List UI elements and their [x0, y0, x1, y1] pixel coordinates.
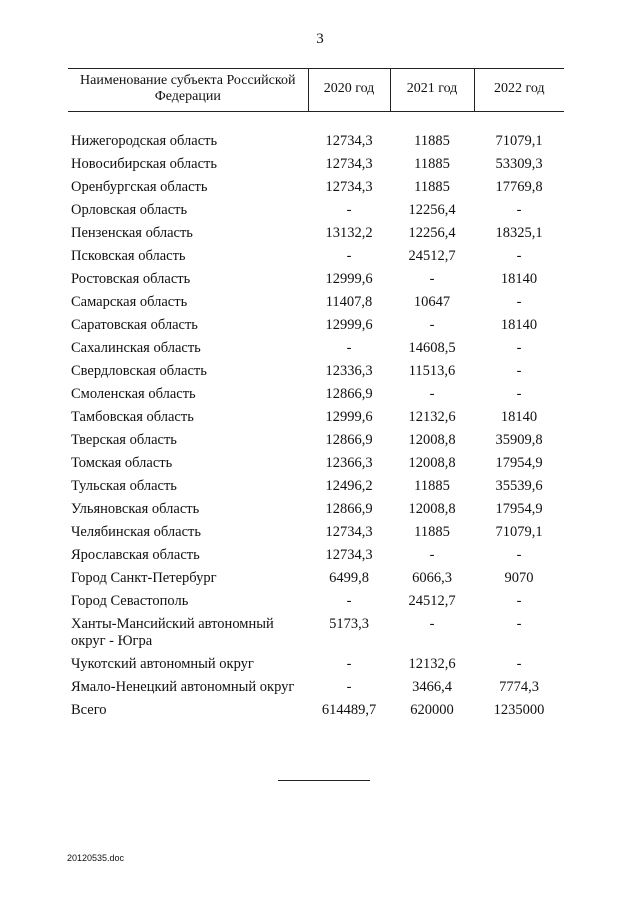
value-2021-cell: 12008,8 [408, 501, 456, 517]
value-2022-cell: - [516, 363, 522, 379]
subject-name-cell: Ярославская область [71, 547, 200, 563]
header-spacer [68, 112, 564, 131]
subject-name-cell: Томская область [71, 455, 173, 471]
value-2022-cell: 35539,6 [495, 478, 543, 494]
value-2022-cell: 18140 [500, 409, 538, 425]
header-2021: 2021 год [390, 69, 474, 112]
value-2021-cell: 12132,6 [408, 656, 456, 672]
table-row [68, 475, 564, 498]
value-2020-cell: 12999,6 [325, 271, 373, 287]
value-2022-cell: 17769,8 [495, 179, 543, 195]
subject-name-cell: Смоленская область [71, 386, 196, 402]
table-row [68, 291, 564, 314]
value-2020-cell: 12734,3 [325, 547, 373, 563]
table-row [68, 521, 564, 544]
value-2022-cell: 71079,1 [495, 524, 543, 540]
table-row [68, 567, 564, 590]
value-2020-cell: - [346, 656, 352, 672]
table-row [68, 676, 564, 699]
value-2021-cell: 24512,7 [408, 248, 456, 264]
subject-name-cell: Город Севастополь [71, 593, 189, 609]
subject-name-cell: Новосибирская область [71, 156, 217, 172]
value-2020-cell: - [346, 248, 352, 264]
table-row [68, 383, 564, 406]
header-2020: 2020 год [308, 69, 390, 112]
table-row [68, 268, 564, 291]
value-2021-cell: - [429, 271, 435, 287]
value-2022-cell: - [516, 547, 522, 563]
value-2022-cell: 9070 [504, 570, 534, 586]
subject-name-cell: Пензенская область [71, 225, 193, 241]
value-2021-cell: 10647 [413, 294, 451, 310]
header-2022: 2022 год [474, 69, 564, 112]
value-2020-cell: - [346, 679, 352, 695]
value-2021-cell: 11885 [414, 156, 450, 172]
subject-name-cell: Всего [71, 702, 107, 718]
value-2021-cell: 11513,6 [408, 363, 456, 379]
subject-name-cell: Тамбовская область [71, 409, 194, 425]
value-2020-cell: 12866,9 [325, 432, 373, 448]
table-body [68, 112, 564, 723]
value-2022-cell: 18140 [500, 317, 538, 333]
value-2021-cell: 6066,3 [412, 570, 452, 586]
table-row [68, 130, 564, 153]
subject-name-cell: Самарская область [71, 294, 188, 310]
value-2020-cell: 11407,8 [325, 294, 373, 310]
subject-name-cell: Тульская область [71, 478, 177, 494]
value-2021-cell: 11885 [414, 478, 450, 494]
value-2020-cell: 12336,3 [325, 363, 373, 379]
value-2021-cell: 12132,6 [408, 409, 456, 425]
value-2022-cell: - [516, 656, 522, 672]
value-2021-cell: 12256,4 [408, 225, 456, 241]
value-2020-cell: 12866,9 [325, 501, 373, 517]
value-2022-cell: 1235000 [493, 702, 545, 718]
value-2021-cell: 12008,8 [408, 432, 456, 448]
value-2021-cell: 12008,8 [408, 455, 456, 471]
value-2021-cell: - [429, 386, 435, 402]
value-2021-cell: 620000 [410, 702, 454, 718]
value-2022-cell: - [516, 248, 522, 264]
value-2022-cell: 53309,3 [495, 156, 543, 172]
value-2020-cell: 12734,3 [325, 179, 373, 195]
table-row [68, 498, 564, 521]
table-row [68, 429, 564, 452]
value-2022-cell: 18325,1 [495, 225, 543, 241]
value-2022-cell: - [516, 340, 522, 356]
value-2021-cell: 24512,7 [408, 593, 456, 609]
subject-name-cell: Ростовская область [71, 271, 191, 287]
value-2020-cell: 614489,7 [321, 702, 377, 718]
value-2022-cell: 17954,9 [495, 455, 543, 471]
subject-name-cell: Свердловская область [71, 363, 207, 379]
value-2022-cell: - [516, 593, 522, 609]
table-row [68, 452, 564, 475]
value-2022-cell: - [516, 616, 522, 632]
value-2021-cell: 11885 [414, 524, 450, 540]
value-2022-cell: - [516, 202, 522, 218]
value-2022-cell: 17954,9 [495, 501, 543, 517]
table-row [68, 153, 564, 176]
subject-name-cell: Тверская область [71, 432, 177, 448]
value-2021-cell: 11885 [414, 133, 450, 149]
subject-name-cell: Ханты-Мансийский автономный округ - Югра [71, 616, 274, 649]
table-row [68, 590, 564, 613]
table-row [68, 222, 564, 245]
subject-name-cell: Город Санкт-Петербург [71, 570, 217, 586]
header-subject-name: Наименование субъекта Российской Федерации [68, 69, 308, 112]
value-2020-cell: 12496,2 [325, 478, 373, 494]
table-row [68, 314, 564, 337]
value-2020-cell: 12866,9 [325, 386, 373, 402]
subject-name-cell: Сахалинская область [71, 340, 201, 356]
value-2021-cell: 3466,4 [412, 679, 452, 695]
table-row [68, 337, 564, 360]
subject-name-cell: Челябинская область [71, 524, 201, 540]
value-2020-cell: 5173,3 [329, 616, 369, 632]
table-row [68, 653, 564, 676]
document-code: 20120535.doc [67, 853, 125, 863]
value-2020-cell: - [346, 593, 352, 609]
value-2021-cell: - [429, 317, 435, 333]
value-2021-cell: - [429, 547, 435, 563]
value-2021-cell: 11885 [414, 179, 450, 195]
value-2021-cell: 14608,5 [408, 340, 456, 356]
value-2020-cell: 12999,6 [325, 317, 373, 333]
subject-name-cell: Чукотский автономный округ [71, 656, 254, 672]
end-rule [278, 780, 370, 781]
value-2020-cell: 12366,3 [325, 455, 373, 471]
table-row [68, 245, 564, 268]
table-row [68, 699, 564, 722]
funding-table [68, 68, 564, 722]
table-row [68, 406, 564, 429]
value-2022-cell: 18140 [500, 271, 538, 287]
subject-name-cell: Ульяновская область [71, 501, 200, 517]
value-2020-cell: - [346, 202, 352, 218]
subject-name-cell: Ямало-Ненецкий автономный округ [71, 679, 295, 695]
table-row [68, 613, 564, 653]
value-2020-cell: 6499,8 [329, 570, 369, 586]
value-2021-cell: 12256,4 [408, 202, 456, 218]
page-number: 3 [316, 31, 324, 47]
subject-name-cell: Саратовская область [71, 317, 198, 333]
table-row [68, 360, 564, 383]
value-2020-cell: 13132,2 [325, 225, 373, 241]
subject-name-cell: Псковская область [71, 248, 186, 264]
subject-name-cell: Орловская область [71, 202, 188, 218]
value-2022-cell: - [516, 294, 522, 310]
subject-name-cell: Оренбургская область [71, 179, 208, 195]
subject-name-cell: Нижегородская область [71, 133, 218, 149]
value-2022-cell: - [516, 386, 522, 402]
table-header-row [68, 69, 564, 112]
value-2022-cell: 35909,8 [495, 432, 543, 448]
value-2022-cell: 7774,3 [499, 679, 539, 695]
table-row [68, 176, 564, 199]
value-2020-cell: 12999,6 [325, 409, 373, 425]
value-2020-cell: 12734,3 [325, 133, 373, 149]
value-2021-cell: - [429, 616, 435, 632]
table-row [68, 199, 564, 222]
value-2020-cell: 12734,3 [325, 524, 373, 540]
table-row [68, 544, 564, 567]
value-2020-cell: - [346, 340, 352, 356]
value-2020-cell: 12734,3 [325, 156, 373, 172]
value-2022-cell: 71079,1 [495, 133, 543, 149]
